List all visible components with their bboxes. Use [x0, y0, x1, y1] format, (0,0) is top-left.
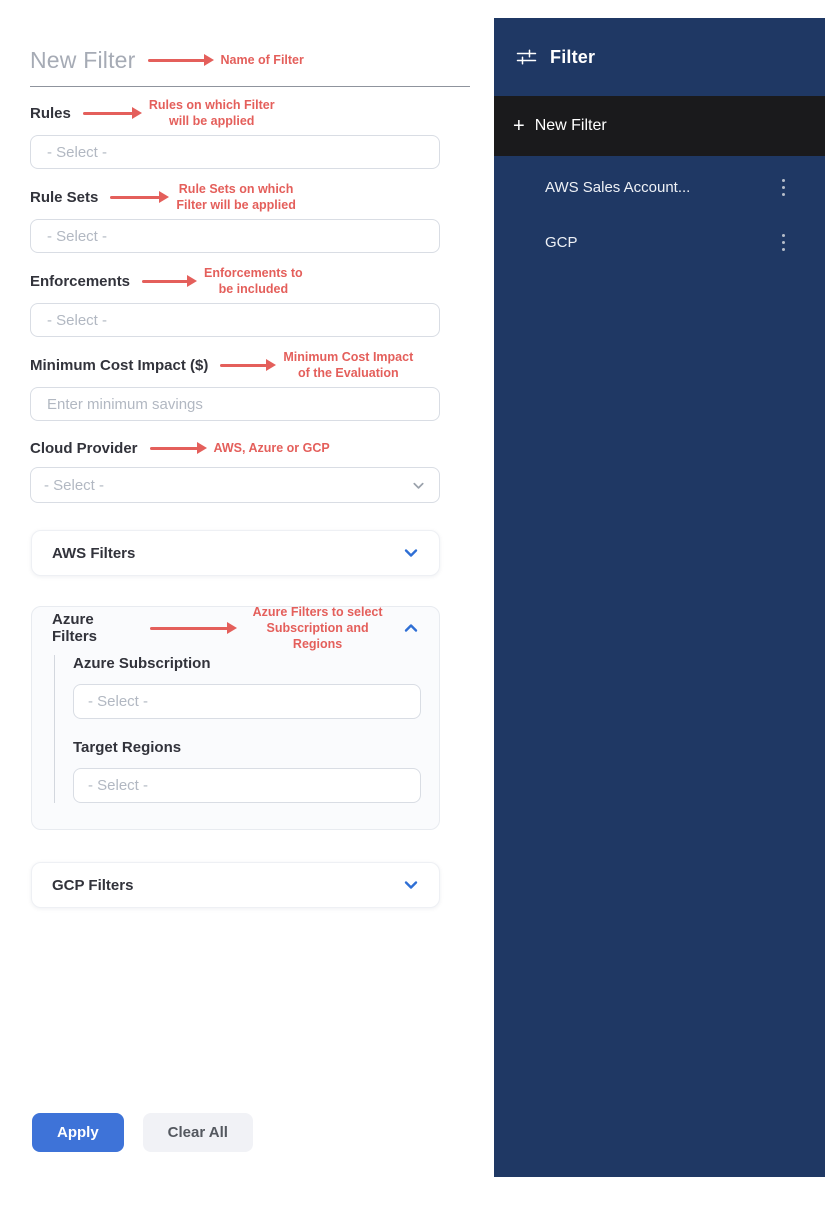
cloud-provider-label: Cloud Provider: [30, 439, 138, 457]
annotation-arrow-icon: [110, 196, 160, 199]
target-regions-select[interactable]: [73, 768, 421, 803]
rules-select[interactable]: [30, 135, 440, 169]
annotation-rule-sets: Rule Sets on which Filter will be applied: [176, 182, 296, 212]
list-item-gcp[interactable]: [494, 215, 825, 270]
cloud-provider-dropdown[interactable]: [30, 467, 440, 503]
list-item-label: AWS Sales Account...: [545, 179, 691, 196]
annotation-arrow-icon: [150, 447, 198, 450]
field-rules: [30, 96, 470, 169]
annotation-cloud-provider: AWS, Azure or GCP: [213, 441, 330, 455]
filter-name-title[interactable]: New Filter: [30, 46, 136, 73]
minimum-savings-input[interactable]: [30, 387, 440, 421]
annotation-arrow-icon: [142, 280, 188, 283]
field-rule-sets: [30, 180, 470, 253]
annotation-arrow-icon: [220, 364, 267, 367]
gcp-filters-section[interactable]: [31, 862, 440, 908]
field-cloud-provider: [30, 431, 470, 503]
azure-subscription-label: Azure Subscription: [73, 655, 211, 672]
sidebar-new-filter-label: New Filter: [534, 117, 607, 134]
sidebar-header: [494, 18, 825, 96]
annotation-enforcements: Enforcements to be included: [204, 266, 303, 296]
annotation-name-of-filter: Name of Filter: [220, 53, 304, 67]
annotation-azure-filters: Azure Filters to select Subscription and Regions: [252, 605, 383, 651]
annotation-minimum-cost-impact: Minimum Cost Impact of the Evaluation: [283, 350, 414, 380]
sidebar-title: Filter: [550, 46, 596, 67]
field-azure-subscription: [73, 655, 419, 719]
target-regions-label: Target Regions: [73, 739, 182, 756]
saved-filter-list: [494, 156, 825, 270]
rule-sets-select[interactable]: [30, 219, 440, 253]
annotation-rules: Rules on which Filter will be applied: [148, 98, 275, 128]
sliders-icon: [516, 48, 537, 66]
kebab-menu-icon[interactable]: [778, 230, 790, 256]
chevron-down-icon[interactable]: [403, 545, 419, 561]
title-divider: [30, 86, 470, 87]
rule-sets-label: Rule Sets: [30, 188, 99, 206]
azure-filters-label: Azure Filters: [52, 611, 98, 645]
annotation-arrow-icon: [83, 112, 133, 115]
kebab-menu-icon[interactable]: [778, 175, 790, 201]
plus-icon: +: [513, 115, 525, 137]
field-target-regions: [73, 739, 419, 803]
chevron-down-icon[interactable]: [403, 877, 419, 893]
annotation-arrow-icon: [148, 59, 205, 62]
new-filter-form: [30, 0, 470, 1208]
chevron-up-icon[interactable]: [403, 620, 419, 636]
aws-filters-section[interactable]: [31, 530, 440, 576]
clear-all-button[interactable]: Clear All: [143, 1113, 253, 1152]
form-actions: [32, 1113, 253, 1152]
annotation-arrow-icon: [150, 627, 228, 630]
azure-filters-section: [31, 606, 440, 830]
enforcements-select[interactable]: [30, 303, 440, 337]
azure-filters-body: [54, 655, 419, 803]
sidebar-new-filter-button[interactable]: [494, 96, 825, 156]
list-item-aws-sales-account[interactable]: [494, 160, 825, 215]
title-row: [30, 43, 304, 77]
azure-filters-header[interactable]: [52, 605, 419, 651]
field-minimum-cost-impact: [30, 348, 470, 421]
enforcements-label: Enforcements: [30, 272, 131, 290]
rules-label: Rules: [30, 104, 71, 122]
filter-sidebar: [494, 18, 825, 1177]
aws-filters-label: AWS Filters: [52, 544, 136, 562]
apply-button[interactable]: Apply: [32, 1113, 124, 1152]
minimum-cost-impact-label: Minimum Cost Impact ($): [30, 356, 209, 374]
list-item-label: GCP: [545, 234, 578, 251]
field-enforcements: [30, 264, 470, 337]
gcp-filters-label: GCP Filters: [52, 876, 134, 894]
cloud-provider-select[interactable]: [30, 467, 440, 503]
azure-subscription-select[interactable]: [73, 684, 421, 719]
